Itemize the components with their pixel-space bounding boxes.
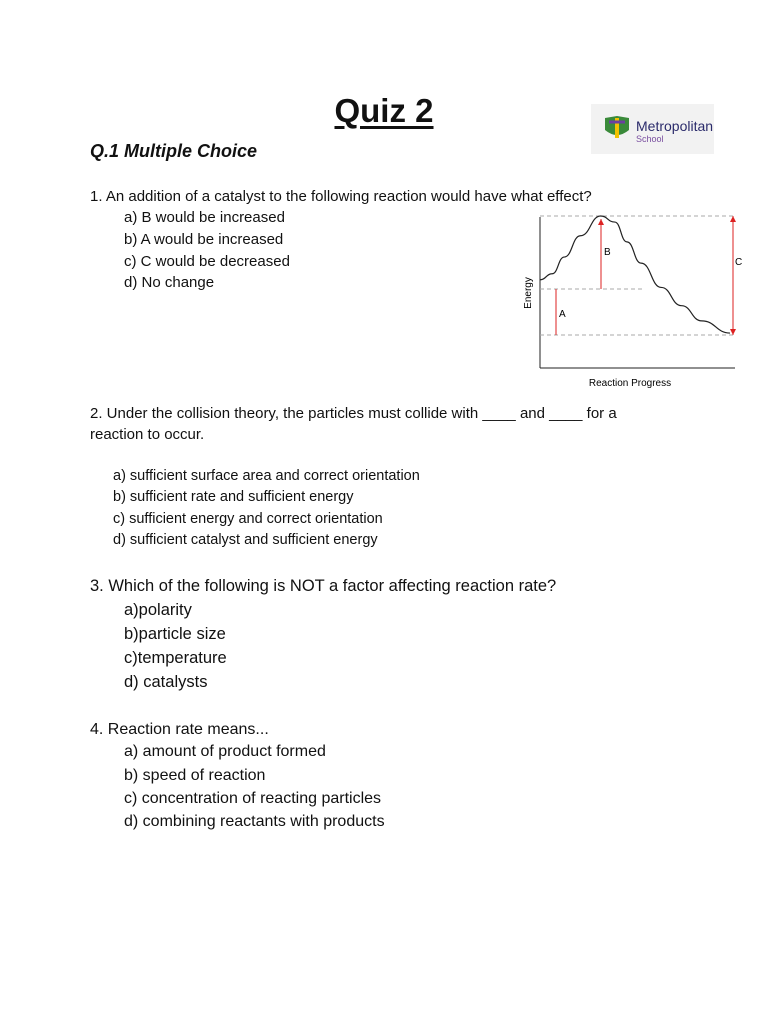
q3-option-c: c)temperature bbox=[124, 649, 227, 667]
label-c: C bbox=[735, 257, 743, 268]
section-heading: Q.1 Multiple Choice bbox=[90, 141, 258, 161]
page-title: Quiz 2 bbox=[334, 92, 434, 129]
label-b: B bbox=[604, 247, 611, 258]
q1-option-c: c) C would be decreased bbox=[124, 253, 290, 270]
logo-name: Metropolitan bbox=[636, 118, 714, 134]
question-3-text: 3. Which of the following is NOT a factor affecting reaction rate? bbox=[90, 577, 557, 595]
energy-diagram bbox=[515, 205, 745, 395]
q1-option-b: b) A would be increased bbox=[124, 231, 284, 248]
q3-option-a: a)polarity bbox=[124, 601, 192, 619]
q4-option-c: c) concentration of reacting particles bbox=[124, 790, 382, 807]
q2-option-d: d) sufficient catalyst and sufficient energy bbox=[113, 532, 378, 548]
q1-option-d: d) No change bbox=[124, 274, 215, 291]
q4-option-d: d) combining reactants with products bbox=[124, 813, 385, 830]
q2-option-a: a) sufficient surface area and correct orientation bbox=[113, 468, 420, 484]
q1-option-a: a) B would be increased bbox=[124, 209, 285, 226]
logo-subtitle: School bbox=[636, 134, 664, 144]
question-4-text: 4. Reaction rate means... bbox=[90, 721, 269, 738]
q3-option-d: d) catalysts bbox=[124, 673, 208, 691]
question-2-line-1: 2. Under the collision theory, the particles must collide with ____ and ____ for a bbox=[90, 405, 617, 422]
q3-option-b: b)particle size bbox=[124, 625, 226, 643]
q4-option-a: a) amount of product formed bbox=[124, 743, 326, 760]
x-axis-label: Reaction Progress bbox=[588, 378, 672, 389]
energy-curve bbox=[540, 216, 730, 333]
arrow-b-head bbox=[598, 219, 604, 225]
shield-icon bbox=[595, 104, 635, 154]
label-a: A bbox=[559, 309, 566, 320]
q2-option-b: b) sufficient rate and sufficient energy bbox=[113, 489, 354, 505]
arrow-c-head-bottom bbox=[730, 329, 736, 335]
arrow-c-head-top bbox=[730, 216, 736, 222]
y-axis-label: Energy bbox=[523, 277, 534, 309]
q2-option-c: c) sufficient energy and correct orientation bbox=[113, 511, 383, 527]
q4-option-b: b) speed of reaction bbox=[124, 767, 266, 784]
question-1-text: 1. An addition of a catalyst to the following reaction would have what effect? bbox=[90, 188, 592, 205]
question-2-line-2: reaction to occur. bbox=[90, 426, 205, 443]
school-logo bbox=[591, 104, 714, 154]
